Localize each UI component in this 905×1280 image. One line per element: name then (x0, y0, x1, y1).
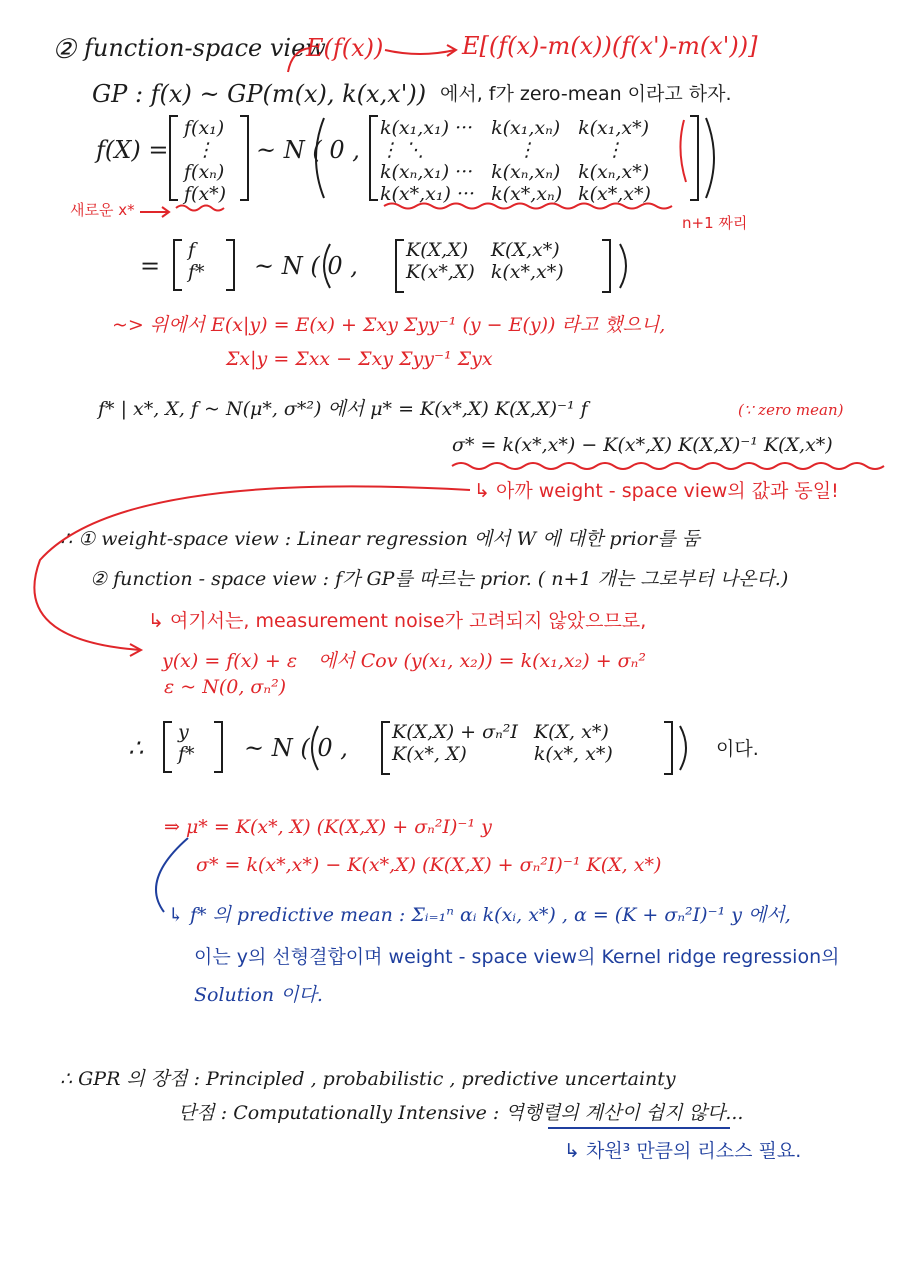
red-brace-icon (680, 120, 686, 182)
vec-entry: f* (178, 742, 195, 765)
joint3-prefix: ∴ (128, 734, 144, 762)
cov-cell: K(x*,X) (406, 260, 475, 283)
noise-distribution: ε ~ N(0, σₙ²) (164, 676, 287, 698)
same-as-weight-space-note: ↳ 아까 weight - space view의 값과 동일! (474, 480, 839, 502)
covariance-annotation: E[(f(x)-m(x))(f(x')-m(x'))] (462, 32, 758, 60)
noisy-observation: y(x) = f(x) + ε (162, 650, 298, 672)
joint2-vector (180, 240, 213, 284)
joint2-cov-matrix (398, 240, 572, 284)
cov-cell: k(x*,x*) (578, 182, 651, 205)
cov-cell: k(x*,x₁) ··· (380, 182, 476, 205)
noise-note: ↳ 여기서는, measurement noise가 고려되지 않았으므로, (148, 610, 647, 632)
cov-cell: K(X,X) (406, 239, 469, 261)
vec-entry: f(xₙ) (184, 160, 225, 183)
joint1-vector (176, 118, 234, 205)
right-bracket-icon (602, 240, 610, 292)
gp-definition: GP : f(x) ~ GP(m(x), k(x,x')) (92, 80, 427, 108)
joint1-dist: ~ N ( 0 , (256, 136, 360, 164)
solution-note: Solution 이다. (194, 984, 323, 1006)
cov-cell: k(x*,xₙ) (491, 182, 563, 205)
cov-cell: ⋮ ⋱ (380, 138, 425, 161)
cov-cell: k(x*, x*) (533, 742, 613, 765)
joint1-cov-matrix (372, 118, 659, 205)
summary-function-space: ② function - space view : f가 GP를 따르는 prior. ( n+1 개는 그로부터 나온다.) (90, 568, 789, 590)
cov-cell: ⋮ (517, 138, 537, 161)
cov-cell: k(x₁,x*) (578, 117, 650, 139)
summary-weight-space: ∴ ① weight-space view : Linear regression 에서 W 에 대한 prior를 둠 (60, 528, 700, 550)
right-paren-icon (706, 118, 714, 198)
matrix-size-label: n+1 짜리 (682, 214, 748, 232)
gp-zero-mean-note: 에서, f가 zero-mean 이라고 하자. (440, 83, 732, 105)
zero-mean-note: (∵ zero mean) (738, 401, 844, 419)
joint2-dist: ~ N ( 0 , (254, 252, 358, 280)
kernel-ridge-note: 이는 y의 선형결합이며 weight - space view의 Kernel ridge regression의 (194, 946, 840, 968)
joint3-dist: ~ N ( 0 , (244, 734, 348, 762)
cov-cell: k(xₙ,xₙ) (491, 160, 561, 183)
cov-cell: K(X,X) + σₙ²I (392, 721, 518, 743)
right-bracket-icon (664, 722, 672, 774)
blue-arrow-icon (156, 838, 188, 912)
posterior-mean: f* | x*, X, f ~ N(μ*, σ*²) 에서 μ* = K(x*,X) K(X,X)⁻¹ f (98, 398, 588, 420)
joint1-lhs: f(X) = (96, 136, 169, 164)
predictive-variance: σ* = k(x*,x*) − K(x*,X) (K(X,X) + σₙ²I)⁻¹ K(X, x*) (196, 854, 662, 876)
right-bracket-icon (690, 116, 698, 200)
red-arrow-icon (385, 50, 455, 54)
posterior-variance: σ* = k(x*,x*) − K(x*,X) K(X,X)⁻¹ K(X,x*) (452, 434, 833, 456)
arrowhead-icon (130, 644, 141, 656)
vec-entry: f(x₁) (184, 117, 225, 139)
conditional-cov-formula: Σx|y = Σxx − Σxy Σyy⁻¹ Σyx (226, 348, 493, 370)
cov-cell: K(x*, X) (392, 742, 467, 765)
mean-annotation: E(f(x)) (306, 34, 384, 62)
right-bracket-icon (214, 722, 222, 772)
section-title: function-space view (84, 34, 326, 62)
joint3-cov-matrix (384, 722, 621, 766)
cov-cell: k(x₁,xₙ) (491, 117, 561, 139)
noisy-covariance: 에서 Cov (y(x₁, x₂)) = k(x₁,x₂) + σₙ² (318, 650, 646, 672)
right-paren-icon (680, 726, 686, 770)
new-point-label: 새로운 x* (70, 201, 135, 219)
section-number: ② (52, 34, 77, 65)
gpr-cons: 단점 : Computationally Intensive : 역행렬의 계산이 쉽지 않다... (178, 1102, 744, 1124)
joint3-vector (170, 722, 203, 766)
cov-cell: K(X, x*) (533, 721, 609, 743)
cov-cell: k(x₁,x₁) ··· (380, 117, 474, 139)
right-paren-icon (620, 244, 626, 288)
vec-entry: y (178, 721, 189, 743)
right-bracket-icon (226, 240, 234, 290)
right-bracket-icon (240, 116, 248, 200)
underline-squiggle-icon (452, 463, 884, 469)
joint3-suffix: 이다. (716, 738, 759, 760)
vec-entry: f* (188, 260, 205, 283)
vec-entry: ⋮ (195, 138, 215, 161)
cov-cell: k(xₙ,x₁) ··· (380, 160, 474, 183)
cov-cell: k(x*,x*) (490, 260, 564, 283)
predictive-mean-expansion: ↳ f* 의 predictive mean : Σᵢ₌₁ⁿ αᵢ k(xᵢ, x*) , α = (K + σₙ²I)⁻¹ y 에서, (168, 904, 791, 926)
arrowhead-icon (447, 45, 456, 56)
joint2-eq: = (140, 252, 161, 280)
conditional-mean-formula: ~> 위에서 E(x|y) = E(x) + Σxy Σyy⁻¹ (y − E(y)) 라고 했으니, (112, 314, 666, 336)
underline-squiggle-icon (176, 206, 224, 211)
vec-entry: f(x*) (184, 182, 227, 205)
cov-cell: K(X,x*) (490, 239, 560, 261)
arrowhead-icon (162, 207, 169, 217)
cov-cell: k(xₙ,x*) (578, 160, 650, 183)
vec-entry: f (188, 239, 196, 261)
cov-cell: ⋮ (605, 138, 625, 161)
gpr-pros: ∴ GPR 의 장점 : Principled , probabilistic , predictive uncertainty (60, 1068, 676, 1090)
predictive-mean: ⇒ μ* = K(x*, X) (K(X,X) + σₙ²I)⁻¹ y (164, 816, 492, 838)
resource-note: ↳ 차원³ 만큼의 리소스 필요. (564, 1140, 802, 1162)
